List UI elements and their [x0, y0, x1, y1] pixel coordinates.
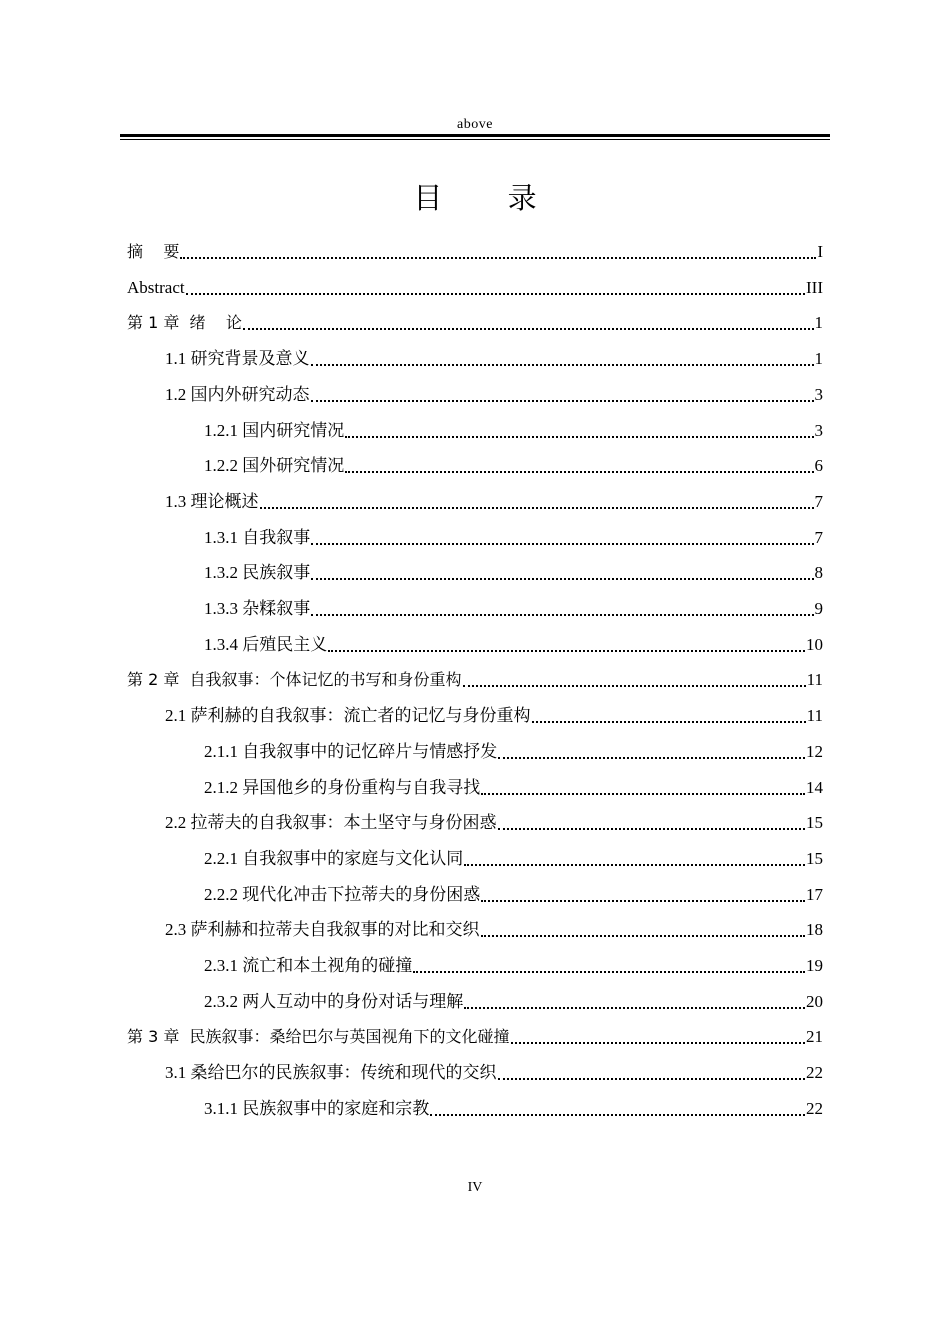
toc-entry-page: I — [817, 242, 823, 261]
toc-entry[interactable] — [204, 883, 823, 907]
toc-entry-label: 1.3 理论概述 — [165, 491, 259, 511]
toc-entry-label: 1.3.4 后殖民主义 — [204, 634, 328, 654]
toc-dot-leader — [311, 614, 813, 616]
toc-entry[interactable] — [165, 347, 823, 371]
toc-entry-label: 1.3.2 民族叙事 — [204, 563, 311, 583]
toc-entry[interactable] — [204, 526, 823, 550]
toc-entry[interactable] — [127, 1025, 823, 1049]
toc-entry-label: 第 3 章 民族叙事：桑给巴尔与英国视角下的文化碰撞 — [127, 1027, 510, 1047]
toc-entry-page: 1 — [814, 313, 823, 333]
header-rule-thick — [120, 134, 830, 137]
toc-entry-page: 15 — [806, 848, 823, 868]
toc-dot-leader — [180, 257, 816, 259]
toc-entry-page: 8 — [814, 563, 823, 583]
toc-dot-leader — [481, 793, 805, 795]
toc-entry-page: 9 — [814, 599, 823, 618]
toc-entry[interactable] — [204, 454, 823, 478]
toc-entry-label: 2.1.2 异国他乡的身份重构与自我寻找 — [204, 777, 481, 797]
toc-entry-page: 20 — [806, 991, 823, 1011]
toc-dot-leader — [464, 1007, 805, 1009]
toc-entry-page: III — [806, 277, 823, 297]
toc-entry-label: 2.3.1 流亡和本土视角的碰撞 — [204, 956, 413, 975]
toc-entry-label: 摘 要 — [127, 242, 180, 261]
toc-entry[interactable] — [204, 633, 823, 657]
toc-entry-label: 2.3 萨利赫和拉蒂夫自我叙事的对比和交织 — [165, 920, 480, 940]
toc-dot-leader — [328, 650, 805, 652]
toc-entry-page: 3 — [814, 384, 823, 404]
toc-entry[interactable] — [165, 383, 823, 407]
toc-entry-page: 15 — [806, 813, 823, 833]
toc-entry-page: 11 — [806, 670, 823, 690]
toc-entry-page: 12 — [806, 741, 823, 761]
toc-entry-page: 22 — [806, 1063, 823, 1083]
toc-dot-leader — [430, 1114, 805, 1116]
toc-entry-page: 3 — [814, 420, 823, 440]
toc-entry-page: 17 — [806, 884, 823, 904]
toc-dot-leader — [481, 900, 805, 902]
page-number: IV — [467, 1180, 483, 1195]
toc-dot-leader — [260, 507, 814, 509]
toc-entry[interactable] — [204, 597, 823, 621]
running-header: above — [457, 117, 493, 132]
toc-entry-label: 1.1 研究背景及意义 — [165, 349, 310, 369]
toc-entry[interactable] — [165, 490, 823, 514]
toc-dot-leader — [511, 1042, 805, 1044]
toc-dot-leader — [532, 721, 806, 723]
toc-dot-leader — [345, 471, 813, 473]
toc-entry-label: 2.2.1 自我叙事中的家庭与文化认同 — [204, 848, 464, 868]
toc-entry-label: Abstract — [127, 277, 185, 297]
toc-entry[interactable] — [165, 811, 823, 835]
toc-entry[interactable] — [204, 740, 823, 764]
toc-entry-label: 第 1 章 绪 论 — [127, 313, 242, 333]
toc-entry-label: 2.1 萨利赫的自我叙事：流亡者的记忆与身份重构 — [165, 706, 531, 726]
toc-entry-page: 19 — [806, 956, 823, 975]
header-rule-thin — [120, 139, 830, 140]
toc-entry-label: 1.3.1 自我叙事 — [204, 527, 311, 547]
toc-entry[interactable] — [204, 954, 823, 978]
toc-entry-label: 1.2.1 国内研究情况 — [204, 420, 345, 440]
toc-dot-leader — [498, 1078, 806, 1080]
toc-entry[interactable] — [127, 668, 823, 692]
toc-dot-leader — [498, 757, 805, 759]
toc-entry-page: 7 — [814, 491, 823, 511]
toc-dot-leader — [311, 400, 814, 402]
toc-entry[interactable] — [204, 419, 823, 443]
toc-entry[interactable] — [204, 990, 823, 1014]
toc-dot-leader — [345, 436, 813, 438]
toc-entry-label: 2.2.2 现代化冲击下拉蒂夫的身份困惑 — [204, 884, 481, 904]
toc-entry-page: 14 — [806, 777, 823, 797]
toc-entry[interactable] — [127, 311, 823, 335]
toc-entry[interactable] — [165, 918, 823, 942]
toc-entry-label: 2.3.2 两人互动中的身份对话与理解 — [204, 991, 464, 1011]
toc-entry[interactable] — [127, 276, 823, 300]
header-rule — [120, 134, 830, 140]
toc-entry-page: 21 — [806, 1027, 823, 1047]
toc-entry[interactable] — [204, 776, 823, 800]
toc-entry-label: 2.2 拉蒂夫的自我叙事：本土坚守与身份困惑 — [165, 813, 497, 833]
toc-dot-leader — [311, 578, 813, 580]
toc-entry[interactable] — [165, 704, 823, 728]
page-title: 目 录 — [413, 181, 565, 215]
toc-dot-leader — [498, 828, 806, 830]
toc-entry-label: 1.2 国内外研究动态 — [165, 384, 310, 404]
toc-entry-page: 10 — [806, 634, 823, 654]
toc-entry-page: 1 — [814, 349, 823, 369]
toc-dot-leader — [413, 971, 805, 973]
toc-entry[interactable] — [165, 1061, 823, 1085]
toc-dot-leader — [463, 685, 806, 687]
toc-entry-label: 1.3.3 杂糅叙事 — [204, 599, 311, 618]
toc-entry[interactable] — [204, 847, 823, 871]
toc-dot-leader — [186, 293, 805, 295]
toc-entry-label: 第 2 章 自我叙事：个体记忆的书写和身份重构 — [127, 670, 462, 690]
toc-dot-leader — [464, 864, 805, 866]
toc-entry-label: 3.1 桑给巴尔的民族叙事：传统和现代的交织 — [165, 1063, 497, 1083]
toc-dot-leader — [311, 543, 813, 545]
toc-dot-leader — [311, 364, 814, 366]
toc-entry-label: 3.1.1 民族叙事中的家庭和宗教 — [204, 1098, 430, 1118]
toc-entry-label: 1.2.2 国外研究情况 — [204, 456, 345, 476]
toc-entry-page: 11 — [806, 706, 823, 726]
toc-entry-page: 7 — [814, 527, 823, 547]
toc-dot-leader — [481, 935, 806, 937]
toc-entry-page: 22 — [806, 1098, 823, 1118]
toc-entry-page: 18 — [806, 920, 823, 940]
toc-dot-leader — [243, 328, 814, 330]
toc-entry-page: 6 — [814, 456, 823, 476]
toc-entry[interactable] — [127, 240, 823, 264]
toc-entry[interactable] — [204, 561, 823, 585]
toc-entry-label: 2.1.1 自我叙事中的记忆碎片与情感抒发 — [204, 741, 498, 761]
toc-entry[interactable] — [204, 1097, 823, 1121]
